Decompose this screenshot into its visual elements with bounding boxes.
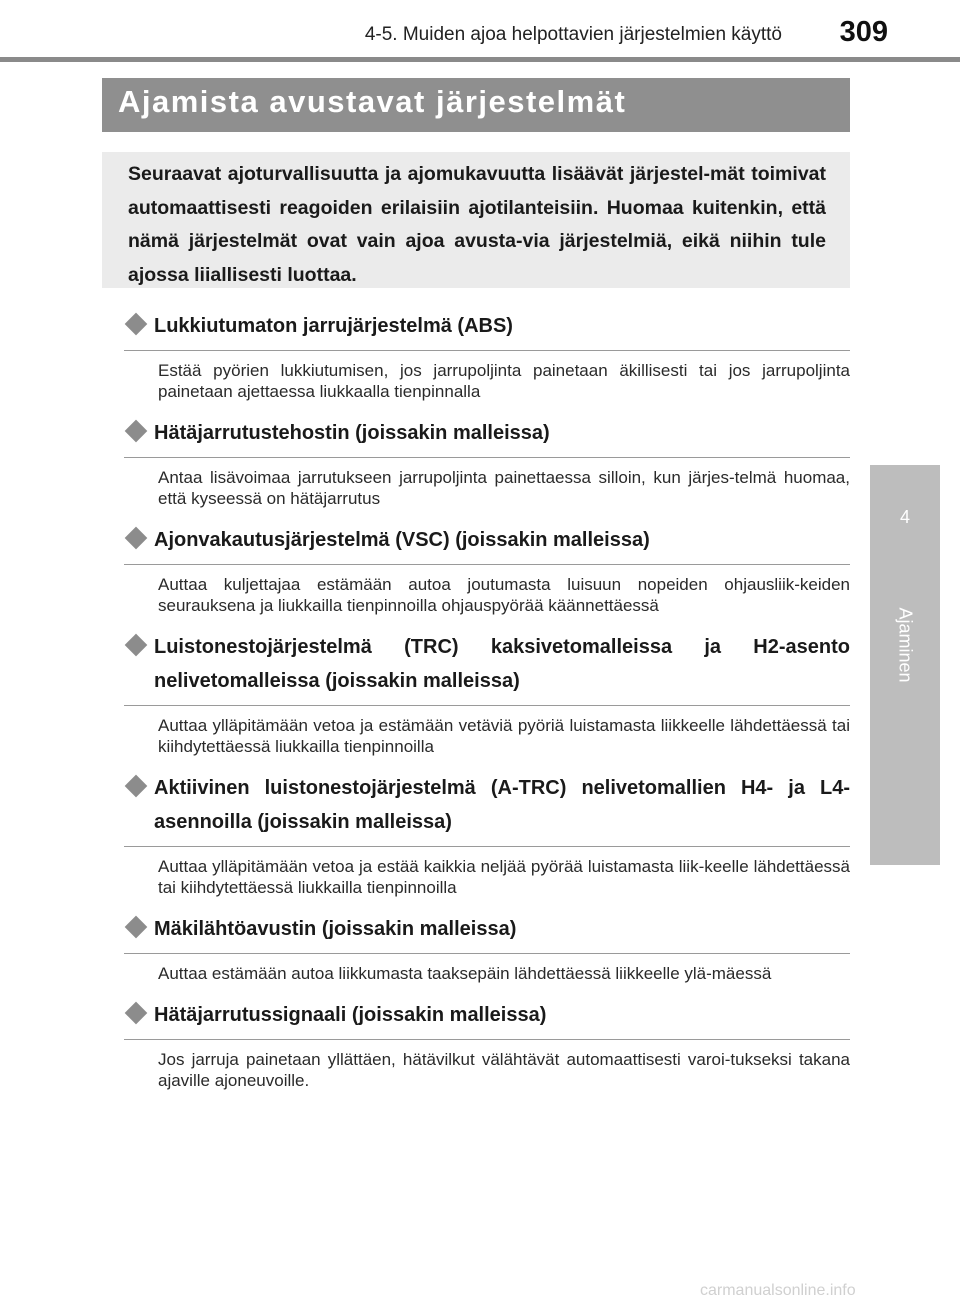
page-number: 309 [839, 16, 888, 48]
feature-a-trc [128, 771, 850, 898]
chapter-tab [870, 465, 940, 865]
feature-title: Hätäjarrutussignaali (joissakin malleissa) [154, 1004, 547, 1026]
intro-text: Seuraavat ajoturvallisuutta ja ajomukavuutta lisäävät järjestel-mät toimivat automaattisesti reagoiden erilaisiin ajotilanteisiin. Huomaa kuitenkin, että nämä järjestelmät ovat vain ajoa avusta-via järjestelmiä, eikä niihin tule ajossa liiallisesti luottaa. [128, 163, 826, 286]
chapter-label: Ajaminen [895, 607, 916, 683]
feature-title: Hätäjarrutustehostin (joissakin malleissa) [154, 422, 550, 444]
feature-abs [128, 309, 850, 402]
diamond-bullet-icon [125, 420, 148, 443]
feature-description: Jos jarruja painetaan yllättäen, hätävilkut välähtävät automaattisesti varoi-tukseksi takana ajaville ajoneuvoille. [158, 1050, 850, 1090]
feature-title: Mäkilähtöavustin (joissakin malleissa) [154, 918, 517, 940]
feature-description: Auttaa estämään autoa liikkumasta taaksepäin lähdettäessä liikkeelle ylä-mäessä [158, 964, 772, 983]
page-title: Ajamista avustavat järjestelmät [118, 84, 627, 119]
header-rule [0, 57, 960, 62]
page-title-bar [102, 78, 850, 132]
chapter-number: 4 [899, 507, 910, 527]
feature-heading [124, 912, 850, 954]
feature-heading [124, 998, 850, 1040]
feature-vsc [128, 523, 850, 616]
feature-heading [124, 630, 850, 706]
watermark: carmanualsonline.info [700, 1282, 856, 1299]
diamond-bullet-icon [125, 775, 148, 798]
feature-list [128, 309, 850, 1105]
feature-hill-start-assist [128, 912, 850, 984]
diamond-bullet-icon [125, 1002, 148, 1025]
feature-heading [124, 771, 850, 847]
feature-heading [124, 523, 850, 565]
feature-description: Antaa lisävoimaa jarrutukseen jarrupoljinta painettaessa silloin, kun järjes-telmä huomaa, että kyseessä on hätäjarrutus [158, 468, 850, 508]
section-title: 4-5. Muiden ajoa helpottavien järjestelmien käyttö [364, 24, 782, 45]
feature-heading [124, 416, 850, 458]
intro-box [102, 152, 850, 288]
feature-title: Luistonestojärjestelmä (TRC) kaksivetomalleissa ja H2-asento nelivetomalleissa (joissakin malleissa) [154, 636, 850, 692]
feature-title: Lukkiutumaton jarrujärjestelmä (ABS) [154, 315, 513, 337]
diamond-bullet-icon [125, 527, 148, 550]
feature-emergency-brake-signal [128, 998, 850, 1091]
feature-description: Auttaa ylläpitämään vetoa ja estämään vetäviä pyöriä luistamasta liikkeelle lähdettäessä tai kiihdytettäessä liukkailla tienpinnoilla [158, 716, 850, 756]
feature-description: Auttaa kuljettajaa estämään autoa joutumasta luisuun nopeiden ohjausliik-keiden seurauksena ja liukkailla tienpinnoilla ohjauspyörää käännettäessä [158, 575, 850, 615]
feature-description: Auttaa ylläpitämään vetoa ja estää kaikkia neljää pyörää luistamasta liik-keelle lähdettäessä tai kiihdytettäessä liukkailla tienpinnoilla [158, 857, 850, 897]
feature-description: Estää pyörien lukkiutumisen, jos jarrupoljinta painetaan äkillisesti tai jos jarrupoljinta painetaan ajettaessa liukkaalla tienpinnalla [158, 361, 850, 401]
feature-title: Ajonvakautusjärjestelmä (VSC) (joissakin malleissa) [154, 529, 650, 551]
diamond-bullet-icon [125, 313, 148, 336]
feature-heading [124, 309, 850, 351]
feature-trc [128, 630, 850, 757]
diamond-bullet-icon [125, 916, 148, 939]
page-header [0, 0, 960, 60]
feature-title: Aktiivinen luistonestojärjestelmä (A-TRC) nelivetomallien H4- ja L4-asennoilla (joissakin malleissa) [154, 777, 850, 833]
diamond-bullet-icon [125, 634, 148, 657]
feature-brake-assist [128, 416, 850, 509]
